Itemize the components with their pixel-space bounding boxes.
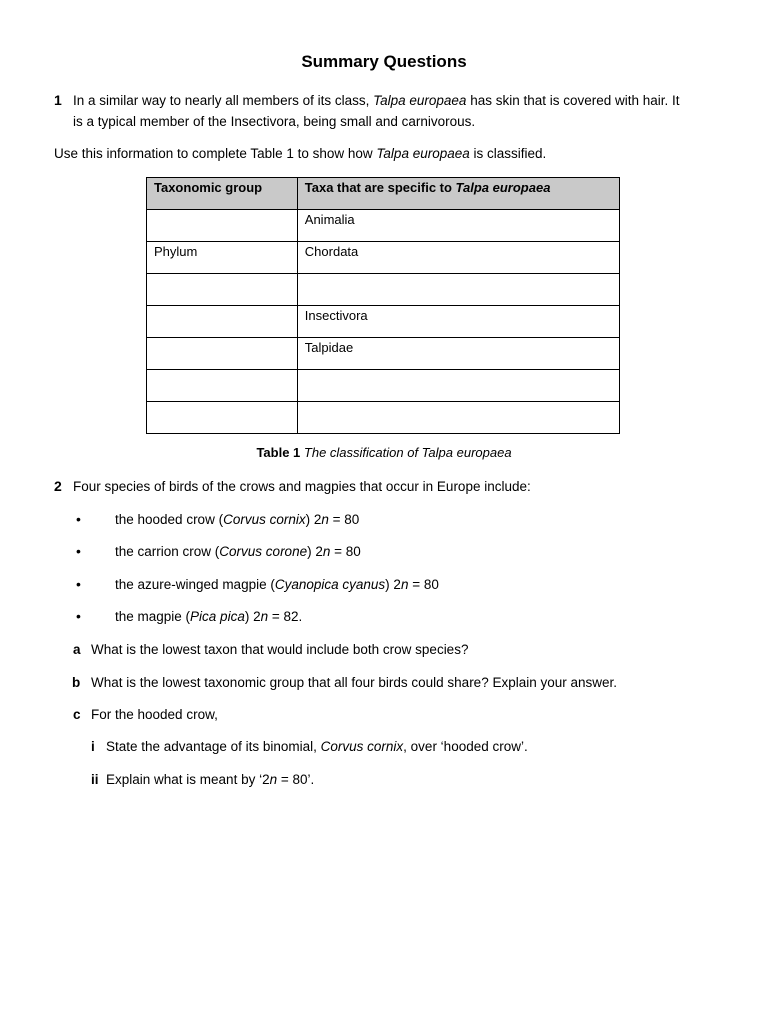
- bird-latin: Corvus corone: [219, 544, 308, 559]
- part-a-question: What is the lowest taxon that would include both crow species?: [91, 642, 469, 657]
- cell-taxon[interactable]: [297, 370, 619, 402]
- bullet-marker: •: [76, 543, 81, 559]
- caption-text: The classification of Talpa europaea: [303, 445, 512, 460]
- table-row: [147, 370, 620, 402]
- ci-pre: State the advantage of its binomial,: [106, 739, 321, 754]
- cell-group[interactable]: [147, 402, 298, 434]
- bird-n: n: [321, 512, 329, 527]
- bird-post: ) 2: [385, 577, 401, 592]
- question-1-instruction: [54, 146, 546, 161]
- q1-instr-species: Talpa europaea: [376, 146, 470, 161]
- bird-end: = 80: [408, 577, 439, 592]
- table-row: [147, 210, 620, 242]
- cell-group: Phylum: [147, 242, 298, 274]
- cell-taxon: Chordata: [297, 242, 619, 274]
- q1-line1-pre: In a similar way to nearly all members of its class,: [73, 93, 374, 108]
- table-row: [147, 242, 620, 274]
- q1-instr-post: is classified.: [469, 146, 547, 161]
- header-col2-pre: Taxa that are specific to: [304, 180, 456, 195]
- bird-pre: the azure-winged magpie (: [115, 577, 275, 592]
- bird-end: = 80: [328, 512, 360, 527]
- question-1-line-2: is a typical member of the Insectivora, being small and carnivorous.: [73, 114, 476, 129]
- bullet-marker: •: [76, 576, 81, 592]
- q1-line1-species: Talpa europaea: [373, 93, 467, 108]
- bird-pre: the hooded crow (: [115, 512, 224, 527]
- bird-pre: the carrion crow (: [115, 544, 220, 559]
- cii-post: = 80’.: [277, 772, 315, 787]
- bird-end: = 82.: [268, 609, 303, 624]
- bullet-marker: •: [76, 511, 81, 527]
- cell-group[interactable]: [147, 274, 298, 306]
- question-2-intro: Four species of birds of the crows and magpies that occur in Europe include:: [73, 479, 531, 494]
- ci-post: , over ‘hooded crow’.: [403, 739, 528, 754]
- cell-group[interactable]: [147, 210, 298, 242]
- bird-n: n: [400, 577, 409, 592]
- cii-pre: Explain what is meant by ‘2: [106, 772, 270, 787]
- header-taxonomic-group: Taxonomic group: [147, 178, 298, 210]
- classification-table: [146, 177, 620, 434]
- q1-instr-pre: Use this information to complete Table 1 to show how: [54, 146, 377, 161]
- bird-latin: Pica pica: [190, 609, 245, 624]
- bird-end: = 80: [330, 544, 361, 559]
- bird-list-item: [115, 577, 439, 592]
- question-1-number: 1: [54, 92, 62, 108]
- cell-taxon: Talpidae: [297, 338, 619, 370]
- bird-latin: Corvus cornix: [223, 512, 306, 527]
- cii-n: n: [269, 772, 278, 787]
- table-row: [147, 306, 620, 338]
- bird-list-item: [115, 609, 302, 624]
- table-caption: [0, 445, 768, 460]
- bullet-marker: •: [76, 608, 81, 624]
- bird-list-item: [115, 512, 359, 527]
- cell-group[interactable]: [147, 370, 298, 402]
- page-title: Summary Questions: [301, 52, 467, 71]
- part-ci-label: i: [91, 739, 95, 754]
- part-ci-question: [106, 739, 528, 754]
- table-row: [147, 274, 620, 306]
- bird-n: n: [322, 544, 331, 559]
- question-1-line-1: [73, 93, 680, 108]
- cell-group[interactable]: [147, 306, 298, 338]
- table-row: [147, 402, 620, 434]
- part-c-label: c: [73, 707, 81, 722]
- cell-taxon[interactable]: [297, 274, 619, 306]
- part-a-label: a: [73, 642, 81, 657]
- question-2-number: 2: [54, 478, 62, 494]
- part-c-question: For the hooded crow,: [91, 707, 218, 722]
- bird-n: n: [260, 609, 269, 624]
- header-col2-species: Talpa europaea: [455, 180, 551, 195]
- table-row: [147, 338, 620, 370]
- cell-taxon: Insectivora: [297, 306, 619, 338]
- bird-latin: Cyanopica cyanus: [274, 577, 386, 592]
- part-cii-question: [106, 772, 314, 787]
- part-b-question: What is the lowest taxonomic group that all four birds could share? Explain your answer.: [91, 675, 618, 690]
- ci-binomial: Corvus cornix: [320, 739, 404, 754]
- cell-taxon[interactable]: [297, 402, 619, 434]
- table-header-row: [147, 178, 620, 210]
- cell-taxon: Animalia: [297, 210, 619, 242]
- q1-line1-post: has skin that is covered with hair. It: [466, 93, 680, 108]
- part-b-label: b: [72, 675, 81, 690]
- cell-group[interactable]: [147, 338, 298, 370]
- part-cii-label: ii: [91, 772, 99, 787]
- bird-post: ) 2: [305, 512, 322, 527]
- caption-label: Table 1: [256, 445, 301, 460]
- bird-post: ) 2: [307, 544, 323, 559]
- bird-post: ) 2: [244, 609, 261, 624]
- bird-pre: the magpie (: [115, 609, 191, 624]
- header-taxa-specific: [297, 178, 619, 210]
- bird-list-item: [115, 544, 361, 559]
